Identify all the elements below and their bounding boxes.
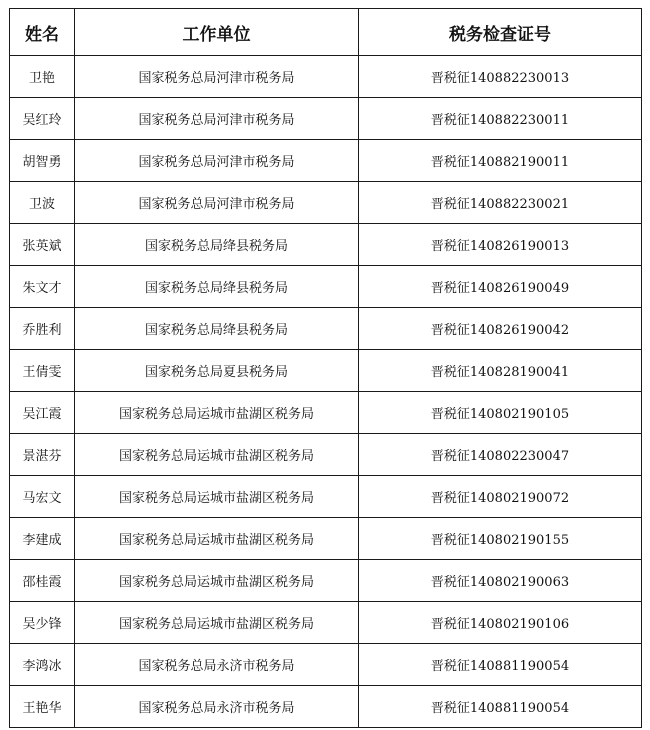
- cell-name: 李建成: [10, 518, 75, 560]
- table-row: [10, 476, 642, 518]
- table-row: [10, 56, 642, 98]
- table-row: [10, 266, 642, 308]
- cell-name: 胡智勇: [10, 140, 75, 182]
- table-row: [10, 560, 642, 602]
- table-row: [10, 434, 642, 476]
- table-row: [10, 518, 642, 560]
- cell-name: 吴江霞: [10, 392, 75, 434]
- table-row: [10, 602, 642, 644]
- cell-name: 李鸿冰: [10, 644, 75, 686]
- cell-work-unit: 国家税务总局运城市盐湖区税务局: [75, 434, 359, 476]
- header-certificate-number: 税务检查证号: [359, 9, 642, 56]
- cell-certificate-number: 晋税征140802190063: [359, 560, 642, 602]
- cell-work-unit: 国家税务总局河津市税务局: [75, 140, 359, 182]
- cell-work-unit: 国家税务总局永济市税务局: [75, 686, 359, 728]
- cell-certificate-number: 晋税征140882190011: [359, 140, 642, 182]
- table-row: [10, 644, 642, 686]
- cell-name: 吴红玲: [10, 98, 75, 140]
- table-row: [10, 224, 642, 266]
- cell-certificate-number: 晋税征140802230047: [359, 434, 642, 476]
- header-name: 姓名: [10, 9, 75, 56]
- table-row: [10, 140, 642, 182]
- cell-name: 马宏文: [10, 476, 75, 518]
- cell-work-unit: 国家税务总局河津市税务局: [75, 182, 359, 224]
- cell-certificate-number: 晋税征140826190013: [359, 224, 642, 266]
- table-row: [10, 350, 642, 392]
- cell-certificate-number: 晋税征140882230011: [359, 98, 642, 140]
- inspector-table: [9, 8, 642, 728]
- table-row: [10, 392, 642, 434]
- cell-name: 邵桂霞: [10, 560, 75, 602]
- header-work-unit: 工作单位: [75, 9, 359, 56]
- cell-certificate-number: 晋税征140881190054: [359, 644, 642, 686]
- cell-name: 朱文才: [10, 266, 75, 308]
- cell-name: 吴少锋: [10, 602, 75, 644]
- cell-work-unit: 国家税务总局河津市税务局: [75, 98, 359, 140]
- cell-work-unit: 国家税务总局运城市盐湖区税务局: [75, 560, 359, 602]
- header-row: [10, 9, 642, 56]
- cell-work-unit: 国家税务总局运城市盐湖区税务局: [75, 476, 359, 518]
- table-row: [10, 182, 642, 224]
- cell-name: 王倩雯: [10, 350, 75, 392]
- cell-work-unit: 国家税务总局河津市税务局: [75, 56, 359, 98]
- cell-work-unit: 国家税务总局绛县税务局: [75, 308, 359, 350]
- cell-certificate-number: 晋税征140826190049: [359, 266, 642, 308]
- cell-name: 张英斌: [10, 224, 75, 266]
- table-row: [10, 308, 642, 350]
- cell-certificate-number: 晋税征140881190054: [359, 686, 642, 728]
- cell-certificate-number: 晋税征140882230021: [359, 182, 642, 224]
- cell-certificate-number: 晋税征140802190106: [359, 602, 642, 644]
- cell-work-unit: 国家税务总局夏县税务局: [75, 350, 359, 392]
- cell-certificate-number: 晋税征140826190042: [359, 308, 642, 350]
- cell-work-unit: 国家税务总局绛县税务局: [75, 224, 359, 266]
- cell-work-unit: 国家税务总局永济市税务局: [75, 644, 359, 686]
- cell-name: 王艳华: [10, 686, 75, 728]
- table-row: [10, 686, 642, 728]
- cell-work-unit: 国家税务总局绛县税务局: [75, 266, 359, 308]
- cell-certificate-number: 晋税征140882230013: [359, 56, 642, 98]
- cell-certificate-number: 晋税征140802190072: [359, 476, 642, 518]
- cell-work-unit: 国家税务总局运城市盐湖区税务局: [75, 602, 359, 644]
- cell-work-unit: 国家税务总局运城市盐湖区税务局: [75, 392, 359, 434]
- cell-name: 乔胜利: [10, 308, 75, 350]
- cell-name: 景湛芬: [10, 434, 75, 476]
- cell-certificate-number: 晋税征140828190041: [359, 350, 642, 392]
- cell-work-unit: 国家税务总局运城市盐湖区税务局: [75, 518, 359, 560]
- cell-certificate-number: 晋税征140802190155: [359, 518, 642, 560]
- cell-name: 卫波: [10, 182, 75, 224]
- cell-name: 卫艳: [10, 56, 75, 98]
- cell-certificate-number: 晋税征140802190105: [359, 392, 642, 434]
- table-row: [10, 98, 642, 140]
